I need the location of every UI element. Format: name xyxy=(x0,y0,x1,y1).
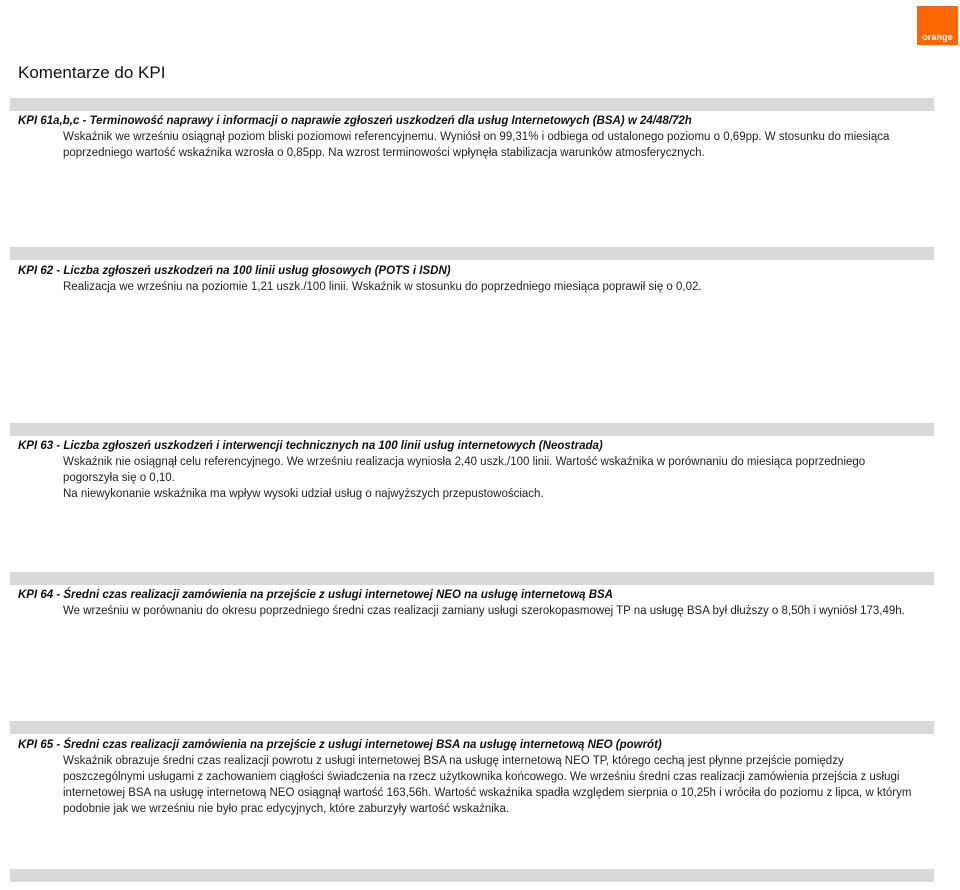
logo-text: orange xyxy=(922,32,953,42)
kpi-paragraph: Wskaźnik obrazuje średni czas realizacji powrotu z usługi internetowej BSA na usługę internetową NEO TP, którego cechą jest płynne przejście pomiędzy poszczególnymi usługami z zachowaniem ciągłości świadczenia na rzecz użytkownika końcowego. We wrześniu średni czas realizacji zamówienia przejścia z usługi internetowej BSA na usługę internetową NEO osiągnął wartość 163,56h. Wartość wskaźnika spadła względem sierpnia o 10,25h i wróciła do poziomu z lipca, w którym podobnie jak we wrześniu nie było prac edycyjnych, które zaburzyły wartość wskaźnika. xyxy=(63,755,912,815)
kpi-section-62 xyxy=(18,263,918,295)
section-divider xyxy=(10,423,934,436)
kpi-section-64 xyxy=(18,587,918,619)
section-divider xyxy=(10,721,934,734)
kpi-paragraph: Wskaźnik we wrześniu osiągnął poziom bliski poziomowi referencyjnemu. Wyniósł on 99,31% i odbiega od ustalonego poziomu o 0,69pp. W stosunku do miesiąca poprzedniego wartość wskaźnika wzrosła o 0,85pp. Na wzrost terminowości wpłynęła stabilizacja warunków atmosferycznych. xyxy=(63,131,890,159)
section-divider xyxy=(10,572,934,585)
kpi-comment xyxy=(63,279,918,295)
kpi-comment xyxy=(63,603,918,619)
section-divider xyxy=(10,98,934,111)
kpi-title: KPI 65 - Średni czas realizacji zamówienia na przejście z usługi internetowej BSA na usługę internetową NEO (powrót) xyxy=(18,739,662,751)
kpi-title: KPI 64 - Średni czas realizacji zamówienia na przejście z usługi internetowej NEO na usługę internetową BSA xyxy=(18,589,613,601)
section-divider xyxy=(10,247,934,260)
kpi-title: KPI 62 - Liczba zgłoszeń uszkodzeń na 100 linii usług głosowych (POTS i ISDN) xyxy=(18,265,451,277)
kpi-paragraph: Wskaźnik nie osiągnął celu referencyjnego. We wrześniu realizacja wyniosła 2,40 uszk./100 linii. Wartość wskaźnika w porównaniu do miesiąca poprzedniego pogorszyła się o 0,10. xyxy=(63,456,866,484)
kpi-paragraph: We wrześniu w porównaniu do okresu poprzedniego średni czas realizacji zamiany usługi szerokopasmowej TP na usługę BSA był dłuższy o 8,50h i wyniósł 173,49h. xyxy=(63,605,905,617)
kpi-paragraph: Na niewykonanie wskaźnika ma wpływ wysoki udział usług o najwyższych przepustowościach. xyxy=(63,488,544,500)
kpi-comment xyxy=(63,454,918,502)
kpi-section-65 xyxy=(18,737,918,817)
kpi-comment xyxy=(63,129,918,161)
kpi-section-63 xyxy=(18,438,918,502)
kpi-paragraph: Realizacja we wrześniu na poziomie 1,21 uszk./100 linii. Wskaźnik w stosunku do poprzedniego miesiąca poprawił się o 0,02. xyxy=(63,281,702,293)
kpi-title: KPI 63 - Liczba zgłoszeń uszkodzeń i interwencji technicznych na 100 linii usług internetowych (Neostrada) xyxy=(18,440,603,452)
section-divider xyxy=(10,869,934,882)
page-title: Komentarze do KPI xyxy=(18,63,166,82)
kpi-section-61 xyxy=(18,113,918,161)
orange-logo xyxy=(917,6,958,45)
kpi-title: KPI 61a,b,c - Terminowość naprawy i informacji o naprawie zgłoszeń uszkodzeń dla usług Internetowych (BSA) w 24/48/72h xyxy=(18,115,692,127)
kpi-comment xyxy=(63,753,918,817)
